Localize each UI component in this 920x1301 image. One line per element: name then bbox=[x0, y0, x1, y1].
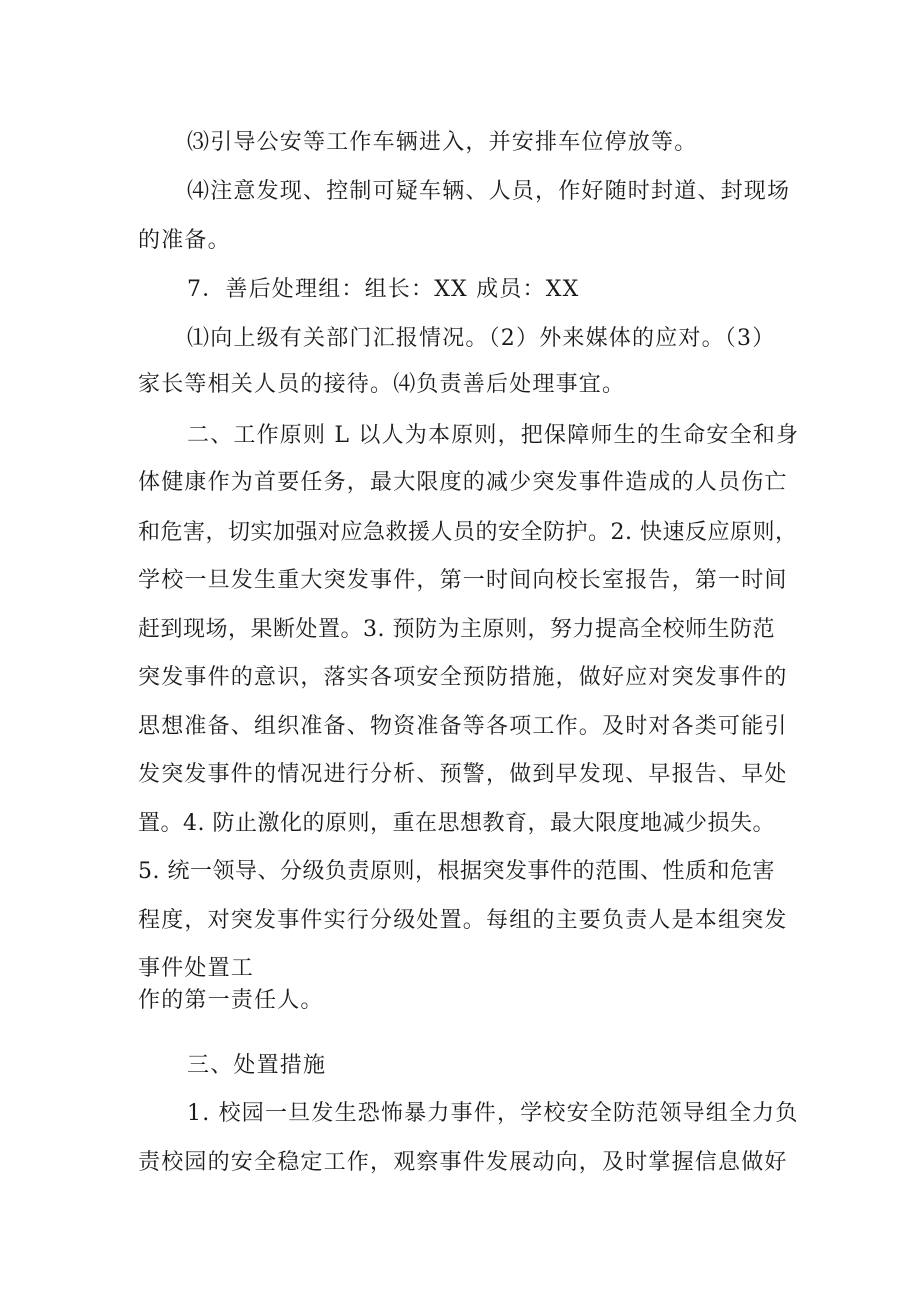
section-heading: 7．善后处理组：组长：XX 成员：XX bbox=[187, 277, 580, 302]
paragraph-line: 发突发事件的情况进行分析、预警，做到早发现、早报告、早处 bbox=[138, 762, 788, 787]
paragraph-line: 程度，对突发事件实行分级处置。每组的主要负责人是本组突发 bbox=[138, 908, 788, 933]
section-heading: 三、处置措施 bbox=[187, 1053, 327, 1078]
paragraph-line: 1. 校园一旦发生恐怖暴力事件，学校安全防范领导组全力负 bbox=[187, 1101, 799, 1126]
paragraph-line: ⑷注意发现、控制可疑车辆、人员，作好随时封道、封现场 bbox=[187, 179, 791, 204]
paragraph-line: 5. 统一领导、分级负责原则，根据突发事件的范围、性质和危害 bbox=[138, 859, 775, 884]
paragraph-line: 置。4. 防止激化的原则，重在思想教育，最大限度地减少损失。 bbox=[138, 811, 775, 836]
paragraph-line: 思想准备、组织准备、物资准备等各项工作。及时对各类可能引 bbox=[138, 714, 788, 739]
paragraph-line: 二、工作原则 L 以人为本原则，把保障师生的生命安全和身 bbox=[187, 423, 800, 448]
paragraph-line: 体健康作为首要任务，最大限度的减少突发事件造成的人员伤亡 bbox=[138, 470, 788, 495]
paragraph-line: ⑶引导公安等工作车辆进入，并安排车位停放等。 bbox=[187, 130, 698, 155]
paragraph-line: 赶到现场，果断处置。3. 预防为主原则，努力提高全校师生防范 bbox=[138, 617, 775, 642]
paragraph-line: ⑴向上级有关部门汇报情况。（2）外来媒体的应对。（3） bbox=[187, 326, 776, 351]
paragraph-line: 作的第一责任人。 bbox=[138, 988, 324, 1013]
paragraph-line: 的准备。 bbox=[138, 228, 231, 253]
paragraph-line: 和危害，切实加强对应急救援人员的安全防护。2. 快速反应原则， bbox=[138, 520, 798, 545]
paragraph-line: 学校一旦发生重大突发事件，第一时间向校长室报告，第一时间 bbox=[138, 568, 788, 593]
paragraph-line: 事件处置工 bbox=[138, 956, 255, 981]
paragraph-line: 责校园的安全稳定工作，观察事件发展动向，及时掌握信息做好 bbox=[138, 1150, 788, 1175]
paragraph-line: 突发事件的意识，落实各项安全预防措施，做好应对突发事件的 bbox=[138, 665, 788, 690]
paragraph-line: 家长等相关人员的接待。⑷负责善后处理事宜。 bbox=[138, 372, 626, 397]
